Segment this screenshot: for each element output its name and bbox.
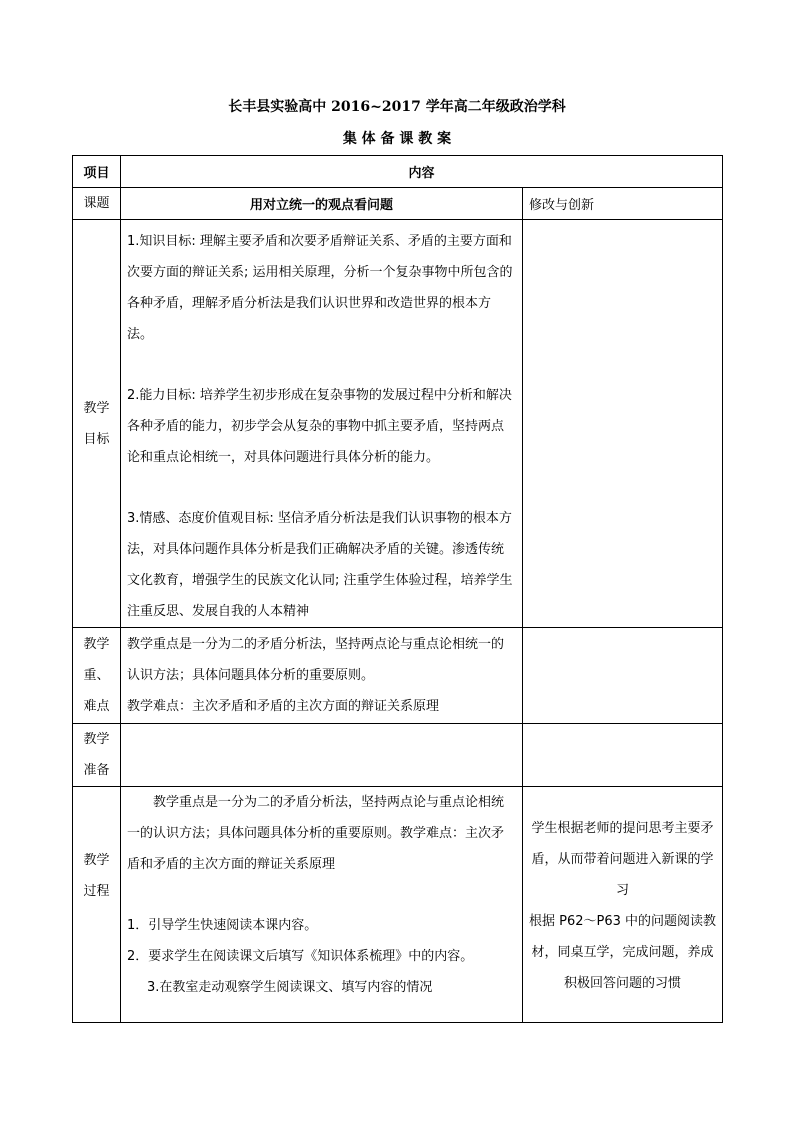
topic-row <box>73 188 723 220</box>
ability-goal: 2.能力目标: 培养学生初步形成在复杂事物的发展过程中分析和解决各种矛盾的能力，初步学会从复杂的事物中抓主要矛盾，坚持两点论和重点论相统一，对具体问题进行具体分析的能力。 <box>127 388 512 465</box>
table-header-row <box>73 156 723 188</box>
knowledge-goal: 1.知识目标: 理解主要矛盾和次要矛盾辩证关系、矛盾的主要方面和次要方面的辩证关系; 运用相关原理，分析一个复杂事物中所包含的各种矛盾，理解矛盾分析法是我们认识世界和改造世界的根本方法。 <box>127 234 513 342</box>
key-points-label-line-2: 重、 <box>83 668 110 683</box>
key-point-text: 教学重点是一分为二的矛盾分析法，坚持两点论与重点论相统一的认识方法；具体问题具体分析的重要原则。 <box>127 637 505 683</box>
process-intro: 教学重点是一分为二的矛盾分析法，坚持两点论与重点论相统一的认识方法；具体问题具体分析的重要原则。教学难点：主次矛盾和矛盾的主次方面的辩证关系原理 <box>127 795 505 872</box>
process-note-1: 学生根据老师的提问思考主要矛盾，从而带着问题进入新课的学习 <box>531 821 714 898</box>
page-title: 长丰县实验高中 2016~2017 学年高二年级政治学科 <box>228 99 566 115</box>
goals-revision <box>523 220 723 628</box>
key-points-label <box>73 628 121 724</box>
process-label <box>73 787 121 1023</box>
revision-header: 修改与创新 <box>523 188 723 220</box>
prep-label-line-2: 准备 <box>83 763 110 778</box>
goals-label-line-2: 目标 <box>83 431 110 447</box>
process-notes <box>523 787 723 1023</box>
process-step-3: 3.在教室走动观察学生阅读课文、填写内容的情况 <box>147 980 433 995</box>
key-points-label-line-3: 难点 <box>83 699 110 714</box>
process-step-1: 1．引导学生快速阅读本课内容。 <box>127 918 318 933</box>
process-step-2: 2．要求学生在阅读课文后填写《知识体系梳理》中的内容。 <box>127 949 474 964</box>
value-goal: 3.情感、态度价值观目标: 坚信矛盾分析法是我们认识事物的根本方法，对具体问题作具体分析是我们正确解决矛盾的关键。渗透传统文化教育，增强学生的民族文化认同; 注重学生体验过程，培养学生注重反思、发展自我的人本精神 <box>127 511 513 619</box>
process-label-line-2: 过程 <box>83 884 110 899</box>
key-points-revision <box>523 628 723 724</box>
process-note-2: 根据 P62～P63 中的问题阅读教材，同桌互学，完成问题，养成积极回答问题的习惯 <box>529 914 717 991</box>
goals-content <box>121 220 523 628</box>
lesson-plan-table <box>72 155 723 1023</box>
key-points-label-line-1: 教学 <box>83 637 110 652</box>
topic-title: 用对立统一的观点看问题 <box>121 188 523 220</box>
difficult-point-text: 教学难点：主次矛盾和矛盾的主次方面的辩证关系原理 <box>127 699 440 714</box>
prep-content <box>121 724 523 787</box>
goals-label <box>73 220 121 628</box>
prep-revision <box>523 724 723 787</box>
goals-row <box>73 220 723 628</box>
page-subtitle: 集 体 备 课 教 案 <box>342 131 452 147</box>
key-points-content <box>121 628 523 724</box>
process-content <box>121 787 523 1023</box>
process-label-line-1: 教学 <box>83 853 110 868</box>
prep-row <box>73 724 723 787</box>
process-row <box>73 787 723 1023</box>
header-item: 项目 <box>73 156 121 188</box>
key-points-row <box>73 628 723 724</box>
goals-label-line-1: 教学 <box>83 400 110 416</box>
topic-label: 课题 <box>73 188 121 220</box>
prep-label-line-1: 教学 <box>83 732 110 747</box>
header-content: 内容 <box>121 156 723 188</box>
prep-label <box>73 724 121 787</box>
